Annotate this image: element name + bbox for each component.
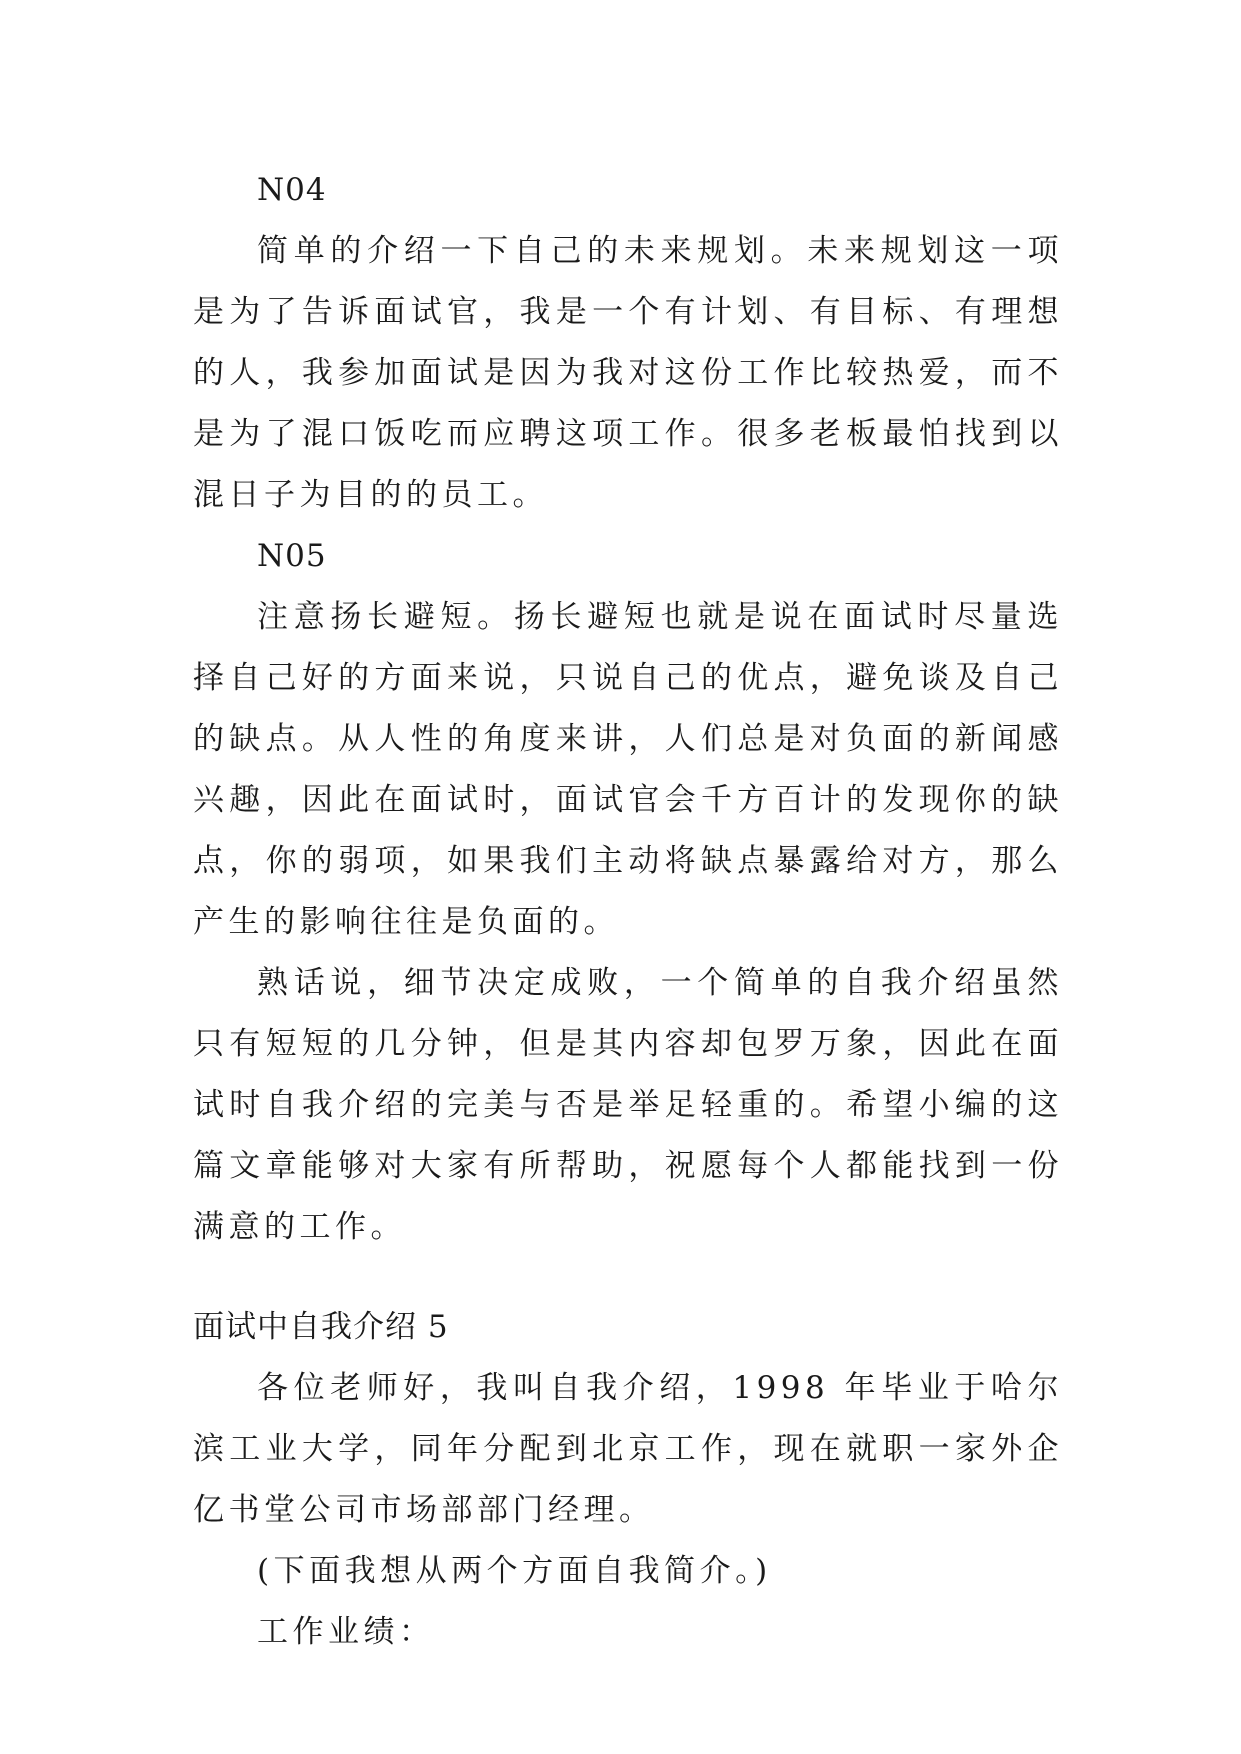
document-body <box>193 160 1063 1663</box>
heading-no5: N05 <box>257 538 327 574</box>
paragraph-intro: 各位老师好，我叫自我介绍，1998 年毕业于哈尔滨工业大学，同年分配到北京工作，现在就职一家外企亿书堂公司市场部部门经理。 <box>193 1370 1063 1528</box>
heading-no4: N04 <box>257 172 327 208</box>
paragraph-future-plan: 简单的介绍一下自己的未来规划。未来规划这一项是为了告诉面试官，我是一个有计划、有目标、有理想的人，我参加面试是因为我对这份工作比较热爱，而不是为了混口饭吃而应聘这项工作。很多老板最怕找到以混日子为目的的员工。 <box>193 233 1063 513</box>
paragraph-conclusion: 熟话说，细节决定成败，一个简单的自我介绍虽然只有短短的几分钟，但是其内容却包罗万象，因此在面试时自我介绍的完美与否是举足轻重的。希望小编的这篇文章能够对大家有所帮助，祝愿每个人都能找到一份满意的工作。 <box>193 965 1063 1245</box>
paragraph-strengths: 注意扬长避短。扬长避短也就是说在面试时尽量选择自己好的方面来说，只说自己的优点，避免谈及自己的缺点。从人性的角度来讲，人们总是对负面的新闻感兴趣，因此在面试时，面试官会千方百计的发现你的缺点，你的弱项，如果我们主动将缺点暴露给对方，那么产生的影响往往是负面的。 <box>193 599 1063 940</box>
section-title: 面试中自我介绍 5 <box>193 1309 449 1345</box>
paragraph-work-label: 工作业绩： <box>257 1614 435 1650</box>
paragraph-note: (下面我想从两个方面自我简介。) <box>257 1553 772 1589</box>
